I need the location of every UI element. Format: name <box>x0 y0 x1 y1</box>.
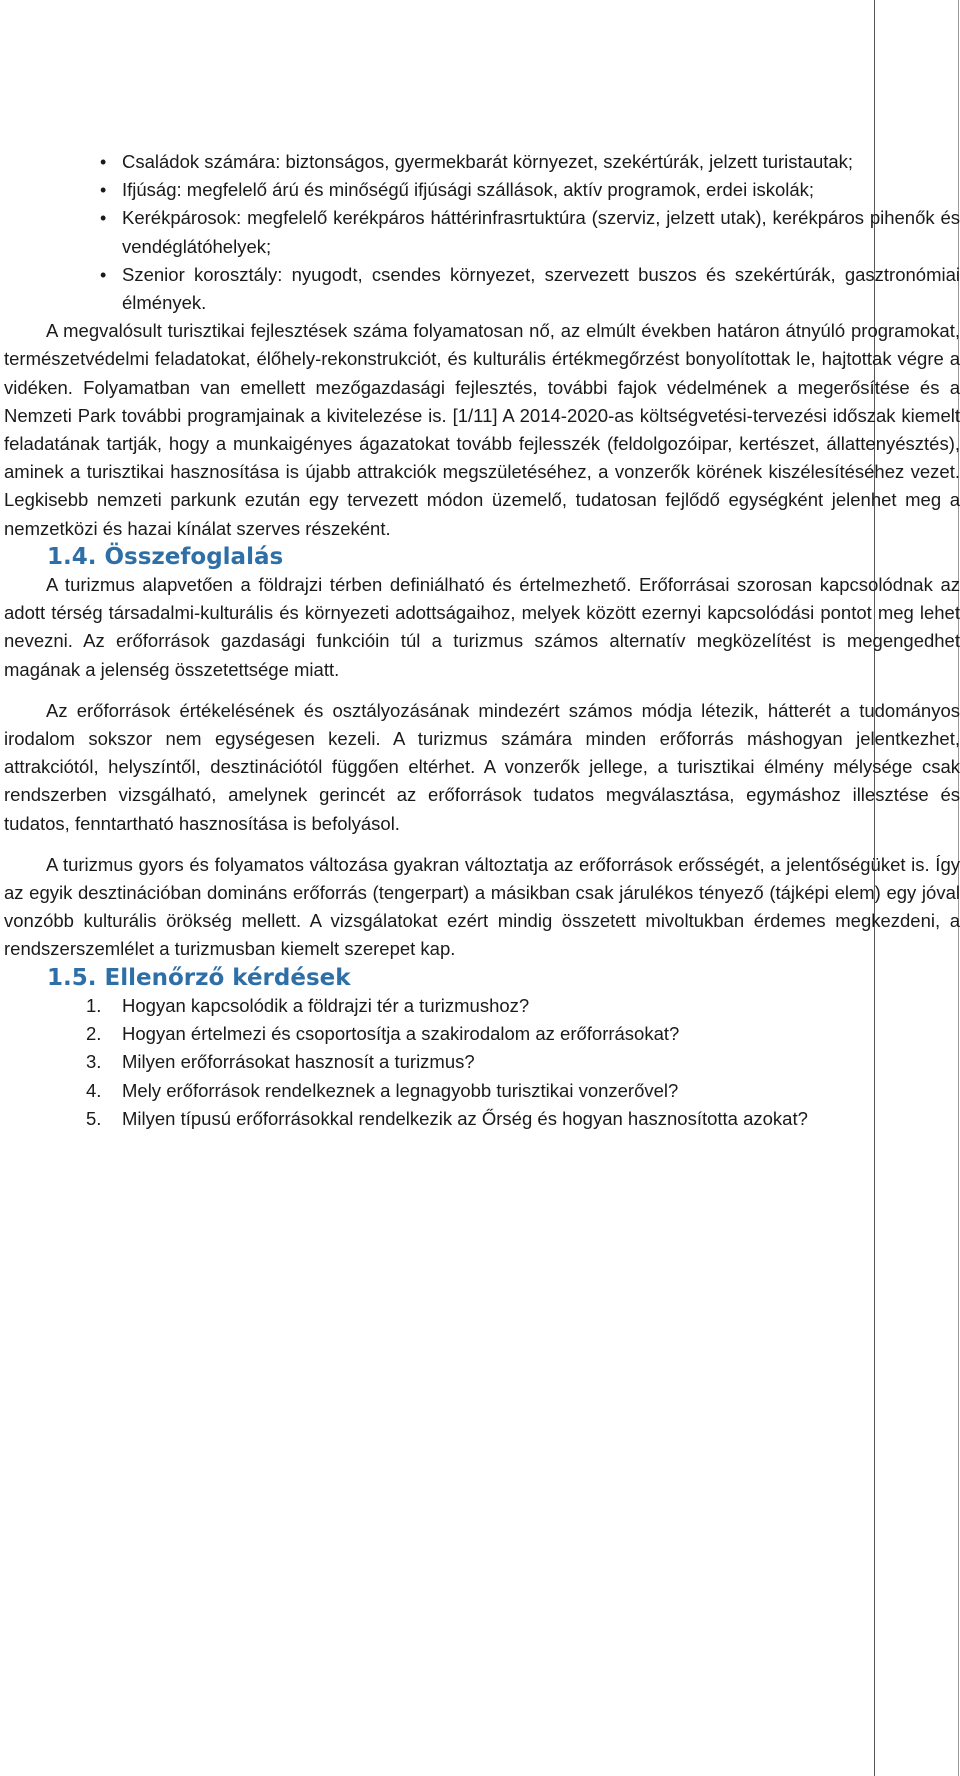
list-item: • Kerékpárosok: megfelelő kerékpáros háttérinfrasrtuktúra (szerviz, jelzett utak), kerékpáros pihenők és vendéglátóhelyek; <box>4 204 960 260</box>
list-item: • Családok számára: biztonságos, gyermekbarát környezet, szekértúrák, jelzett turistautak; <box>4 148 960 176</box>
section-heading-summary: 1.4. Összefoglalás <box>47 543 284 570</box>
question-text: Milyen típusú erőforrásokkal rendelkezik az Őrség és hogyan hasznosította azokat? <box>122 1107 808 1129</box>
document-body <box>4 148 960 1133</box>
question-number: 4. <box>86 1079 102 1101</box>
question-number: 2. <box>86 1023 102 1045</box>
question-item <box>4 1048 960 1076</box>
review-questions-list <box>4 992 960 1133</box>
question-item <box>4 992 960 1020</box>
question-text: Milyen erőforrásokat hasznosít a turizmus? <box>122 1051 475 1073</box>
question-item <box>4 1105 960 1133</box>
question-text: Mely erőforrások rendelkeznek a legnagyobb turisztikai vonzerővel? <box>122 1079 679 1101</box>
summary-paragraph: Az erőforrások értékelésének és osztályozásának mindezért számos módja létezik, hátterét a tudományos irodalom sokszor nem egységesen kezeli. A turizmus számára minden erőforrás máshogyan jelentkezhet, attrakciótól, helyszíntől, desztinációtól függően eltérhet. A vonzerők jellege, a turisztikai élmény mélysége csak rendszerben vizsgálható, amelynek gerincét az erőforrások tudatos megválasztása, egymáshoz illesztése és tudatos, fenntartható hasznosítása is befolyásol. <box>4 699 960 834</box>
question-item <box>4 1020 960 1048</box>
question-number: 3. <box>86 1051 102 1073</box>
list-item: • Ifjúság: megfelelő árú és minőségű ifjúsági szállások, aktív programok, erdei iskolák; <box>4 176 960 204</box>
question-item <box>4 1077 960 1105</box>
question-number: 1. <box>86 994 102 1016</box>
summary-paragraph: A turizmus alapvetően a földrajzi térben definiálható és értelmezhető. Erőforrásai szorosan kapcsolódnak az adott térség társadalmi-kulturális és környezeti adottságaihoz, melyek között ezernyi kapcsolódási pontot meg lehet nevezni. Az erőforrások gazdasági funkcióin túl a turizmus számos alternatív megközelítést is megengedhet magának a jelenség összetettsége miatt. <box>4 574 960 680</box>
list-item: • Szenior korosztály: nyugodt, csendes környezet, szervezett buszos és szekértúrák, gasztronómiai élmények. <box>4 261 960 317</box>
question-text: Hogyan értelmezi és csoportosítja a szakirodalom az erőforrásokat? <box>122 1023 680 1045</box>
question-text: Hogyan kapcsolódik a földrajzi tér a turizmushoz? <box>122 994 530 1016</box>
section-heading-questions: 1.5. Ellenőrző kérdések <box>47 964 351 991</box>
intro-paragraph: A megvalósult turisztikai fejlesztések száma folyamatosan nő, az elmúlt években határon átnyúló programokat, természetvédelmi feladatokat, élőhely-rekonstrukciót, és kulturális értékmegőrzést bonyolítottak le, hajtottak végre a vidéken. Folyamatban van emellett mezőgazdasági fejlesztés, további fajok védelmének a megerősítése és a Nemzeti Park további programjainak a kivitelezése is. [1/11] A 2014-2020-as költségvetési-tervezési időszak kiemelt feladatának tartják, hogy a munkaigényes ágazatokat tovább fejlesszék (feldolgozóipar, kertészet, állattenyésztés), aminek a turisztikai hasznosítása is újabb attrakciók megszületéséhez, a vonzerők körének kiszélesítéséhez vezet. Legkisebb nemzeti parkunk ezután egy tervezett módon üzemelő, tudatosan fejlődő egységként jelenhet meg a nemzetközi és hazai kínálat szerves részeként. <box>4 320 960 539</box>
question-number: 5. <box>86 1107 102 1129</box>
target-group-list <box>4 148 960 317</box>
summary-paragraph: A turizmus gyors és folyamatos változása gyakran változtatja az erőforrások erősségét, a jelentőségüket is. Így az egyik desztinációban domináns erőforrás (tengerpart) a másikban csak járulékos tényező (tájképi elem) egy jóval vonzóbb kulturális örökség mellett. A vizsgálatokat ezért mindig összetett mivoltukban érdemes megkezdeni, a rendszerszemlélet a turizmusban kiemelt szerepet kap. <box>4 853 960 960</box>
